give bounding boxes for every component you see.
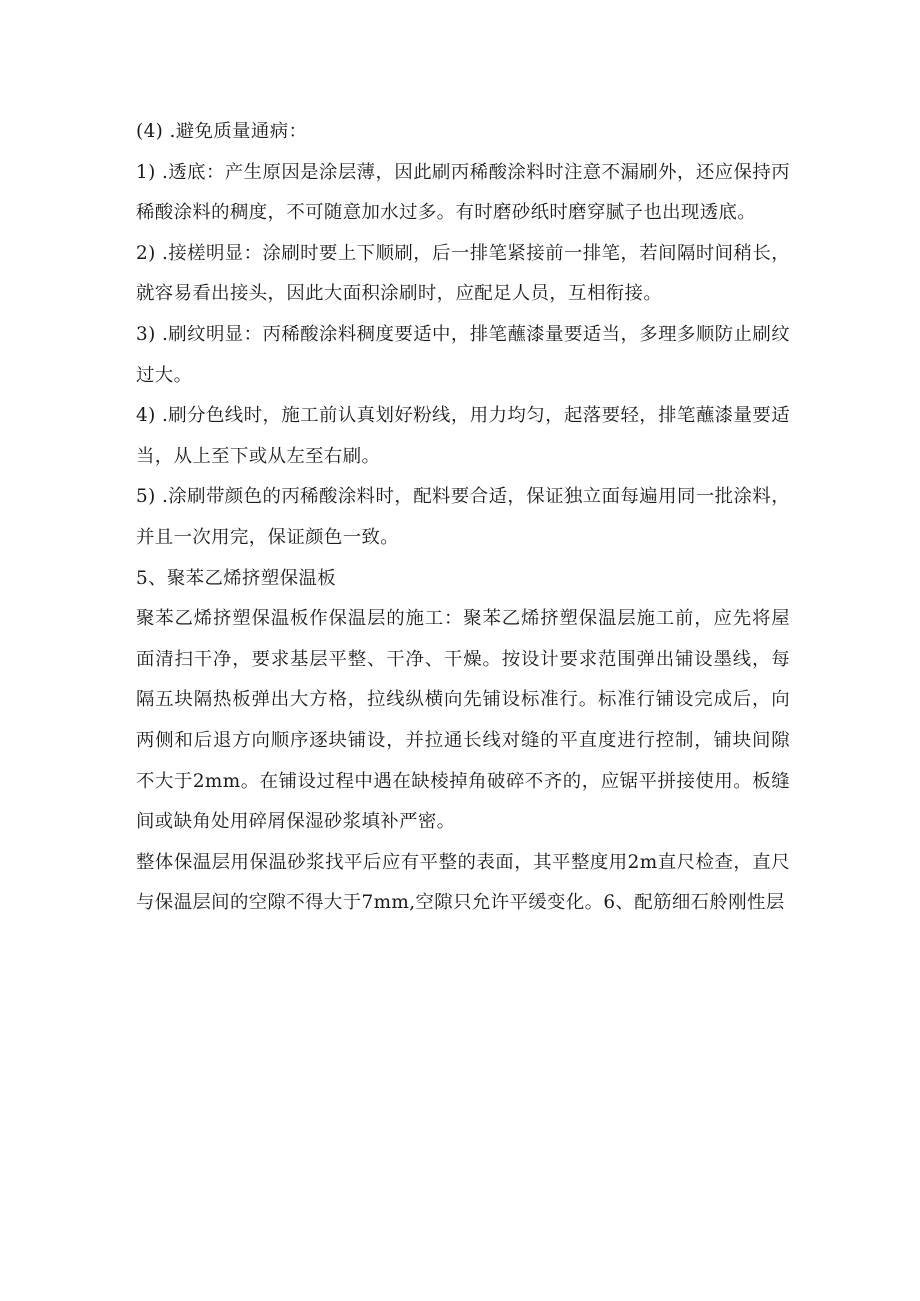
section-5-title: 5、聚苯乙烯挤塑保温板 [136, 567, 337, 589]
item-5-colored-coating: 5) .涂刷带颜色的丙稀酸涂料时，配料要合适，保证独立面每遍用同一批涂料，并且一次用完，保证颜色一致。 [136, 486, 790, 548]
overall-insulation-paragraph: 整体保温层用保温砂浆找平后应有平整的表面，其平整度用2m直尺检查，直尺与保温层间的空隙不得大于7mm,空隙只允许平缓变化。6、配筋细石舲刚性层 [136, 851, 790, 914]
item-3-brush-marks: 3) .刷纹明显：丙稀酸涂料稠度要适中，排笔蘸漆量要适当，多理多顺防止刷纹过大。 [136, 323, 790, 386]
document-body [136, 112, 790, 924]
item-1-see-through: 1) .透底：产生原因是涂层薄，因此刷丙稀酸涂料时注意不漏刷外，还应保持丙稀酸涂料的稠度，不可随意加水过多。有时磨砂纸时磨穿腻子也出现透底。 [136, 161, 790, 224]
item-2-joint-marks: 2) .接槎明显：涂刷时要上下顺刷，后一排笔紧接前一排笔，若间隔时间稍长，就容易看出接头，因此大面积涂刷时，应配足人员，互相衔接。 [136, 242, 790, 305]
insulation-board-paragraph: 聚苯乙烯挤塑保温板作保温层的施工：聚苯乙烯挤塑保温层施工前，应先将屋面清扫干净，要求基层平整、干净、干燥。按设计要求范围弹出铺设墨线，每隔五块隔热板弹出大方格，拉线纵横向先铺设标准行。标准行铺设完成后，向两侧和后退方向顺序逐块铺设，并拉通长线对缝的平直度进行控制，铺块间隙不大于2mm。在铺设过程中遇在缺棱掉角破碎不齐的，应锯平拼接使用。板缝间或缺角处用碎屑保湿砂浆填补严密。 [136, 608, 790, 833]
item-4-color-lines: 4) .刷分色线时，施工前认真划好粉线，用力均匀，起落要轻，排笔蘸漆量要适当，从上至下或从左至右刷。 [136, 405, 790, 467]
heading-quality-defects: (4) .避免质量通病： [136, 121, 308, 142]
